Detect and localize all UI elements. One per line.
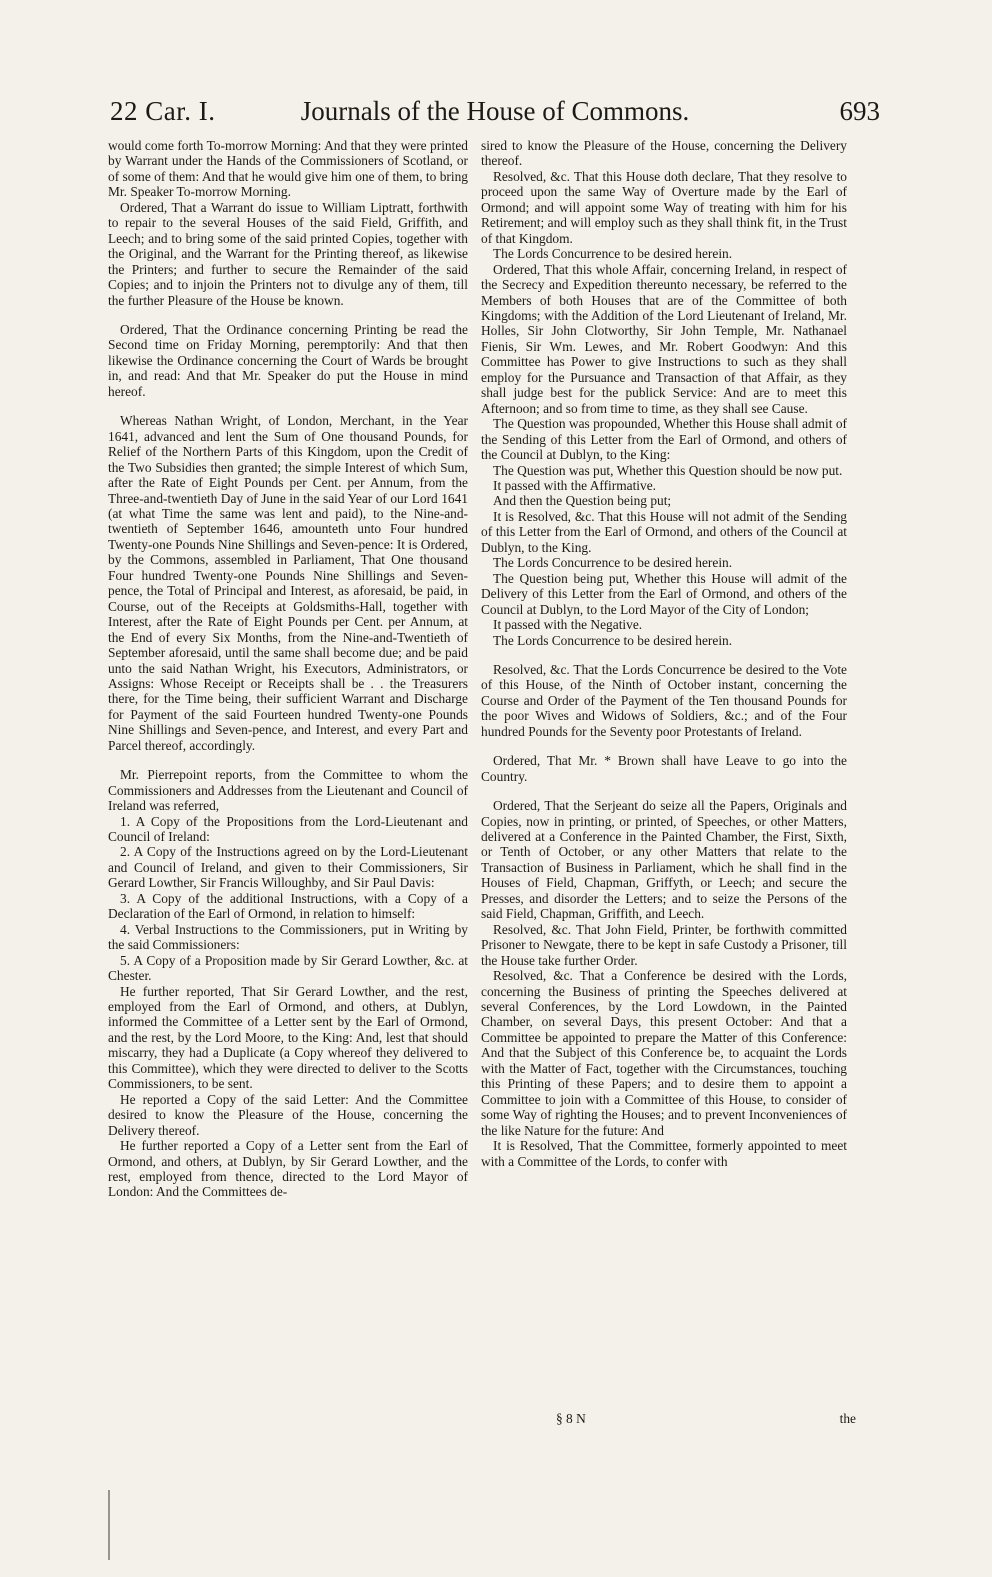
paragraph: He reported a Copy of the said Letter: And the Committee desired to know the Pleasure of the House, concerning the Delivery thereof. <box>108 1091 468 1138</box>
list-item: 4. Verbal Instructions to the Commissioners, put in Writing by the said Commissioners: <box>108 921 468 953</box>
paragraph: sired to know the Pleasure of the House, concerning the Delivery thereof. <box>481 138 847 169</box>
paragraph: Ordered, That a Warrant do issue to William Liptratt, forthwith to repair to the several Houses of the said Field, Griffith, and Leech; and to bring some of the said printed Copies, together with the Original, and the Warrant for the Printing thereof, as likewise the Printers; and further to secure the Remainder of the said Copies; and to injoin the Printers not to divulge any of them, till the further Pleasure of the House be known. <box>108 199 468 308</box>
regnal-year: 22 Car. I. <box>110 96 216 126</box>
paragraph: The Question was propounded, Whether this House shall admit of the Sending of this Letter from the Earl of Ormond, and others of the Council at Dublyn, to the King: <box>481 416 847 463</box>
paragraph: Resolved, &c. That John Field, Printer, be forthwith committed Prisoner to Newgate, there to be kept in safe Custody a Prisoner, till the House take further Order. <box>481 921 847 968</box>
paragraph: Ordered, That the Ordinance concerning Printing be read the Second time on Friday Morning, peremptorily: And that then likewise the Ordinance concerning the Court of Wards be brought in, and read: And that Mr. Speaker do put the House in mind hereof. <box>108 321 468 399</box>
paragraph: Ordered, That Mr. * Brown shall have Leave to go into the Country. <box>481 753 847 784</box>
signature-mark: § 8 N <box>556 1411 586 1426</box>
paragraph: It is Resolved, &c. That this House will not admit of the Sending of this Letter from the Earl of Ormond, and others of the Council at Dublyn, to the King. <box>481 508 847 555</box>
paragraph: The Lords Concurrence to be desired herein. <box>493 246 733 262</box>
list-item: 5. A Copy of a Proposition made by Sir Gerard Lowther, &c. at Chester. <box>108 952 468 984</box>
paragraph: Whereas Nathan Wright, of London, Merchant, in the Year 1641, advanced and lent the Sum of One thousand Pounds, for Relief of the Northern Parts of this Kingdom, upon the Credit of the Two Subsidies then granted; the simple Interest of which Sum, after the Rate of Eight Pounds per Cent. per Annum, from the Three-and-twentieth Day of June in the said Year of our Lord 1641 (at what Time the same was lent and paid), to the Nine-and-twentieth of September 1646, amounteth unto Four hundred Twenty-one Pounds Nine Shillings and Seven-pence: It is Ordered, by the Commons, assembled in Parliament, That One thousand Four hundred Twenty-one Pounds Nine Shillings and Seven-pence, the Total of Principal and Interest, as aforesaid, be paid, in Course, out of the Receipts at Goldsmiths-Hall, together with Interest, after the Rate of Eight Pounds per Cent. per Annum, at the End of every Six Months, from the Nine-and-Twentieth of September aforesaid, until the same shall become due; and be paid unto the said Nathan Wright, his Executors, Administrators, or Assigns: Whose Receipt or Receipts shall be . . the Treasurers there, for the Time being, their sufficient Warrant and Discharge for Payment of the said Fourteen hundred Twenty-one Pounds Nine Shillings and Seven-pence, and Interest, and every Part and Parcel thereof, accordingly. <box>108 413 468 753</box>
list-item: 3. A Copy of the additional Instructions, with a Copy of a Declaration of the Earl of Ormond, in relation to himself: <box>108 890 468 922</box>
journal-title: Journals of the House of Commons. <box>300 96 690 126</box>
paragraph: The Question being put, Whether this House will admit of the Delivery of this Letter from the Earl of Ormond, and others of the Council at Dublyn, to the Lord Mayor of the City of London; <box>481 570 847 617</box>
paragraph: He further reported a Copy of a Letter sent from the Earl of Ormond, and others, at Dublyn, by Sir Gerard Lowther, and the rest, employed from thence, directed to the Lord Mayor of London: And the Committees de- <box>108 1138 468 1200</box>
paragraph: Ordered, That this whole Affair, concerning Ireland, in respect of the Secrecy and Expedition thereunto necessary, be referred to the Members of both Houses that are of the Committee of both Kingdoms; with the Addition of the Lord Lieutenant of Ireland, Mr. Holles, Sir John Clotworthy, Sir John Temple, Mr. Nathanael Fienis, Sir Wm. Lewes, and Mr. Robert Goodwyn: And this Committee has Power to give Instructions to such as they shall employ for the Pursuance and Transaction of that Affair, as they shall judge best for the publick Service: And are to meet this Afternoon; and so from time to time, as they shall see Cause. <box>481 261 847 416</box>
paragraph: It passed with the Affirmative. <box>493 477 657 493</box>
list-item: 1. A Copy of the Propositions from the Lord-Lieutenant and Council of Ireland: <box>108 813 468 845</box>
paragraph: Ordered, That the Serjeant do seize all the Papers, Originals and Copies, now in printing, or printed, of Speeches, or other Matters, delivered at a Conference in the Painted Chamber, the First, Sixth, or Tenth of October, or any other Matters that relate to the Transaction of Business in Parliament, which he shall find in the Houses of Field, Chapman, Griffyth, or Leech; and secure the Presses, and disorder the Letters; and to seize the Persons of the said Field, Chapman, Griffith, and Leech. <box>481 798 847 922</box>
catchword: the <box>839 1411 856 1426</box>
page-number: 693 <box>839 96 880 126</box>
paragraph: It passed with the Negative. <box>493 617 643 633</box>
left-column <box>108 138 468 1200</box>
running-header <box>110 96 880 136</box>
paragraph: He further reported, That Sir Gerard Lowther, and the rest, employed from the Earl of Ormond, and others, at Dublyn, informed the Committee of a Letter sent by the Earl of Ormond, and the rest, by the Lord Moore, to the King: And, lest that should miscarry, they had a Duplicate (a Copy whereof they delivered to this Committee), which they were directed to deliver to the Scotts Commissioners, to be sent. <box>108 983 468 1092</box>
paragraph: It is Resolved, That the Committee, formerly appointed to meet with a Committee of the Lords, to confer with <box>481 1138 847 1169</box>
list-item: 2. A Copy of the Instructions agreed on by the Lord-Lieutenant and Council of Ireland, and given to their Commissioners, Sir Gerard Lowther, Sir Francis Willoughby, and Sir Paul Davis: <box>108 844 468 891</box>
paragraph: Resolved, &c. That this House doth declare, That they resolve to proceed upon the same Way of Overture made by the Earl of Ormond; and will appoint some Way of treating with him for his Retirement; and will employ such as they shall think fit, in the Trust of that Kingdom. <box>481 168 847 246</box>
paragraph: would come forth To-morrow Morning: And that they were printed by Warrant under the Hands of the Commissioners of Scotland, or of some of them: And that he would give him one of them, to bring Mr. Speaker To-morrow Morning. <box>108 138 468 200</box>
binding-margin-mark <box>108 1490 110 1560</box>
paragraph: The Lords Concurrence to be desired herein. <box>493 632 733 648</box>
paragraph: The Question was put, Whether this Question should be now put. <box>493 462 843 478</box>
paragraph: The Lords Concurrence to be desired herein. <box>493 555 733 571</box>
paragraph: Mr. Pierrepoint reports, from the Committee to whom the Commissioners and Addresses from the Lieutenant and Council of Ireland was referred, <box>108 767 468 814</box>
right-column <box>481 138 847 1169</box>
paragraph: Resolved, &c. That the Lords Concurrence be desired to the Vote of this House, of the Ninth of October instant, concerning the Course and Order of the Payment of the Ten thousand Pounds for the poor Wives and Widows of Soldiers, &c.; and of the Four hundred Pounds for the Seventy poor Protestants of Ireland. <box>481 661 847 739</box>
paragraph: And then the Question being put; <box>493 493 672 509</box>
paragraph: Resolved, &c. That a Conference be desired with the Lords, concerning the Business of printing the Speeches delivered at several Conferences, by the Lord Lowdown, in the Painted Chamber, on several Days, this present October: And that a Committee be appointed to prepare the Matter of this Conference: And that the Subject of this Conference be, to acquaint the Lords with the Matter of Fact, together with the Circumstances, touching this Printing of these Papers; and to desire them to appoint a Committee to join with a Committee of this House, to consider of some Way of righting the Houses; and to prevent Inconveniences of the like Nature for the future: And <box>481 968 847 1138</box>
